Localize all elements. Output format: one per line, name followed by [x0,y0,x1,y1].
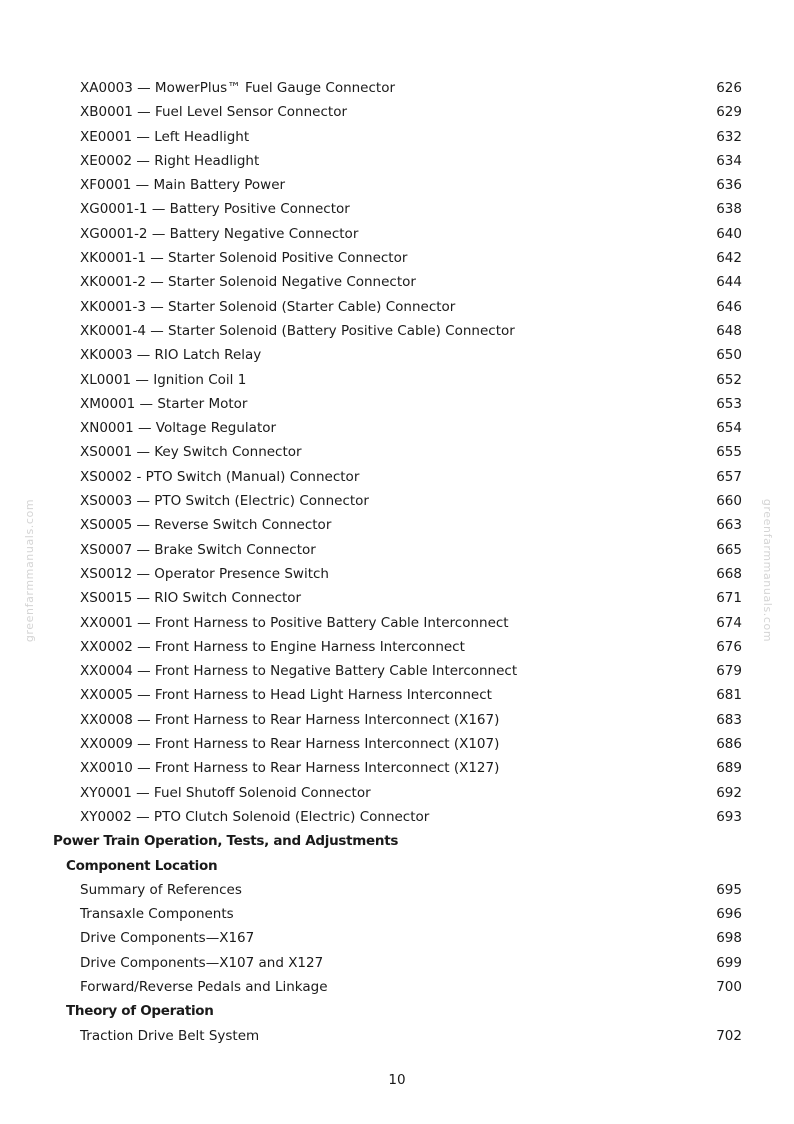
toc-entry-title: XG0001-2 — Battery Negative Connector [80,225,359,242]
toc-entry[interactable] [0,100,794,124]
toc-entry-title: Forward/Reverse Pedals and Linkage [80,978,328,995]
toc-entry-title: XL0001 — Ignition Coil 1 [80,371,247,388]
toc-entry-page: 657 [716,468,742,485]
toc-entry-page: 636 [716,177,742,194]
toc-entry[interactable] [0,975,794,999]
page-number: 10 [388,1072,406,1088]
toc-entry-title: XK0003 — RIO Latch Relay [80,347,262,364]
toc-entry-title: Traction Drive Belt System [80,1027,260,1044]
toc-entry-title: XS0005 — Reverse Switch Connector [80,517,332,534]
toc-entry-page: 700 [716,978,742,995]
toc-entry-title: XA0003 — MowerPlus™ Fuel Gauge Connector [80,80,396,96]
toc-entry-page: 693 [716,808,742,825]
toc-entry-page: 642 [716,250,742,267]
toc-entry[interactable] [0,319,794,343]
toc-entry-page: 640 [716,225,742,242]
toc-entry-page: 668 [716,565,742,582]
toc-entry-page: 676 [716,638,742,655]
toc-entry[interactable] [0,489,794,513]
toc-entry-title: XK0001-4 — Starter Solenoid (Battery Positive Cable) Connector [80,322,515,339]
toc-entry-page: 683 [716,711,742,728]
toc-entry-title: XY0001 — Fuel Shutoff Solenoid Connector [80,784,371,801]
toc-entry-title: XX0008 — Front Harness to Rear Harness Interconnect (X167) [80,711,500,728]
toc-entry-page: 695 [716,881,742,898]
toc-entry-title: XX0004 — Front Harness to Negative Battery Cable Interconnect [80,663,518,680]
toc-entry-title: XN0001 — Voltage Regulator [80,420,277,437]
toc-entry[interactable] [0,343,794,367]
toc-entry-page: 660 [716,493,742,510]
toc-entry-title: Drive Components—X167 [80,930,255,947]
toc-entry-page: 692 [716,784,742,801]
toc-entry-title: XE0002 — Right Headlight [80,152,260,169]
toc-entry-page: 674 [716,614,742,631]
toc-entry[interactable] [0,586,794,610]
toc-entry-page: 696 [716,906,742,923]
watermark-left-text: greenfarmmanuals.com [23,498,37,642]
toc-entry[interactable] [0,368,794,392]
toc-entry-title: XS0003 — PTO Switch (Electric) Connector [80,493,369,510]
toc-entry-page: 629 [716,104,742,121]
toc-entry-title: XK0001-3 — Starter Solenoid (Starter Cable) Connector [80,298,456,315]
toc-entry[interactable] [0,708,794,732]
toc-entry-page: 699 [716,954,742,971]
toc-entry-title: XS0015 — RIO Switch Connector [80,590,302,607]
toc-entry-page: 654 [716,420,742,437]
toc-entry-page: 663 [716,517,742,534]
toc-entry-page: 632 [716,128,742,145]
toc-entry-page: 681 [716,687,742,704]
toc-entry-title: XG0001-1 — Battery Positive Connector [80,201,350,218]
toc-entry-title: XB0001 — Fuel Level Sensor Connector [80,104,348,121]
toc-entry-page: 652 [716,371,742,388]
toc-entry[interactable] [0,513,794,537]
toc-entry[interactable] [0,440,794,464]
toc-entry[interactable] [0,683,794,707]
toc-entry[interactable] [0,805,794,829]
toc-entry[interactable] [0,149,794,173]
toc-entry-page: 648 [716,322,742,339]
toc-entry[interactable] [0,926,794,950]
toc-entry-title: Drive Components—X107 and X127 [80,954,324,971]
toc-entry[interactable] [0,756,794,780]
toc-entry[interactable] [0,659,794,683]
toc-entry[interactable] [0,392,794,416]
toc-entry-page: 634 [716,152,742,169]
toc-entry-page: 650 [716,347,742,364]
toc-entry[interactable] [0,222,794,246]
toc-section-heading[interactable] [0,999,794,1023]
toc-entry-title: Summary of References [80,881,242,898]
toc-entry-page: 686 [716,736,742,753]
toc-entry[interactable] [0,1024,794,1048]
toc-entry-title: Component Location [66,857,218,874]
toc-entry[interactable] [0,611,794,635]
toc-entry-title: XK0001-1 — Starter Solenoid Positive Connector [80,250,408,267]
toc-entry-page: 665 [716,541,742,558]
toc-entry[interactable] [0,197,794,221]
toc-entry-title: XK0001-2 — Starter Solenoid Negative Connector [80,274,416,291]
toc-entry-title: XS0012 — Operator Presence Switch [80,565,329,582]
toc-entry[interactable] [0,878,794,902]
toc-entry[interactable] [0,562,794,586]
toc-entry[interactable] [0,635,794,659]
toc-entry-title: XF0001 — Main Battery Power [80,177,286,194]
toc-entry-page: 653 [716,395,742,412]
toc-entry-title: XX0005 — Front Harness to Head Light Harness Interconnect [80,687,492,704]
toc-section-heading[interactable] [0,829,794,853]
watermark-right-text: greenfarmmanuals.com [761,498,775,642]
toc-entry[interactable] [0,246,794,270]
toc-entry-title: XE0001 — Left Headlight [80,128,250,145]
toc-entry-title: XX0010 — Front Harness to Rear Harness Interconnect (X127) [80,760,500,777]
toc-entry-title: XX0009 — Front Harness to Rear Harness Interconnect (X107) [80,736,500,753]
toc-entry-title: XX0001 — Front Harness to Positive Battery Cable Interconnect [80,614,509,631]
toc-entry-title: Transaxle Components [80,906,234,923]
toc-entry-page: 644 [716,274,742,291]
toc-entry-title: Power Train Operation, Tests, and Adjustments [53,833,399,850]
toc-entry-page: 638 [716,201,742,218]
toc-entry-page: 679 [716,663,742,680]
toc-entry[interactable] [0,416,794,440]
toc-entry-title: Theory of Operation [66,1003,214,1020]
toc-entry-page: 626 [716,80,742,96]
toc-section-heading[interactable] [0,854,794,878]
table-of-contents [0,76,794,1048]
toc-entry-title: XM0001 — Starter Motor [80,395,248,412]
toc-entry[interactable] [0,270,794,294]
toc-entry[interactable] [0,76,794,100]
toc-entry[interactable] [0,125,794,149]
toc-entry[interactable] [0,295,794,319]
toc-entry[interactable] [0,173,794,197]
toc-entry-title: XS0001 — Key Switch Connector [80,444,302,461]
toc-entry[interactable] [0,465,794,489]
toc-entry[interactable] [0,538,794,562]
toc-entry-title: XS0002 - PTO Switch (Manual) Connector [80,468,360,485]
toc-entry-page: 671 [716,590,742,607]
toc-entry-title: XY0002 — PTO Clutch Solenoid (Electric) Connector [80,808,430,825]
toc-entry-page: 698 [716,930,742,947]
toc-entry-title: XX0002 — Front Harness to Engine Harness Interconnect [80,638,465,655]
toc-entry-page: 702 [716,1027,742,1044]
toc-entry-page: 655 [716,444,742,461]
toc-entry[interactable] [0,951,794,975]
toc-entry-page: 689 [716,760,742,777]
toc-entry[interactable] [0,781,794,805]
toc-entry[interactable] [0,902,794,926]
toc-entry-title: XS0007 — Brake Switch Connector [80,541,316,558]
toc-entry-page: 646 [716,298,742,315]
toc-entry[interactable] [0,732,794,756]
